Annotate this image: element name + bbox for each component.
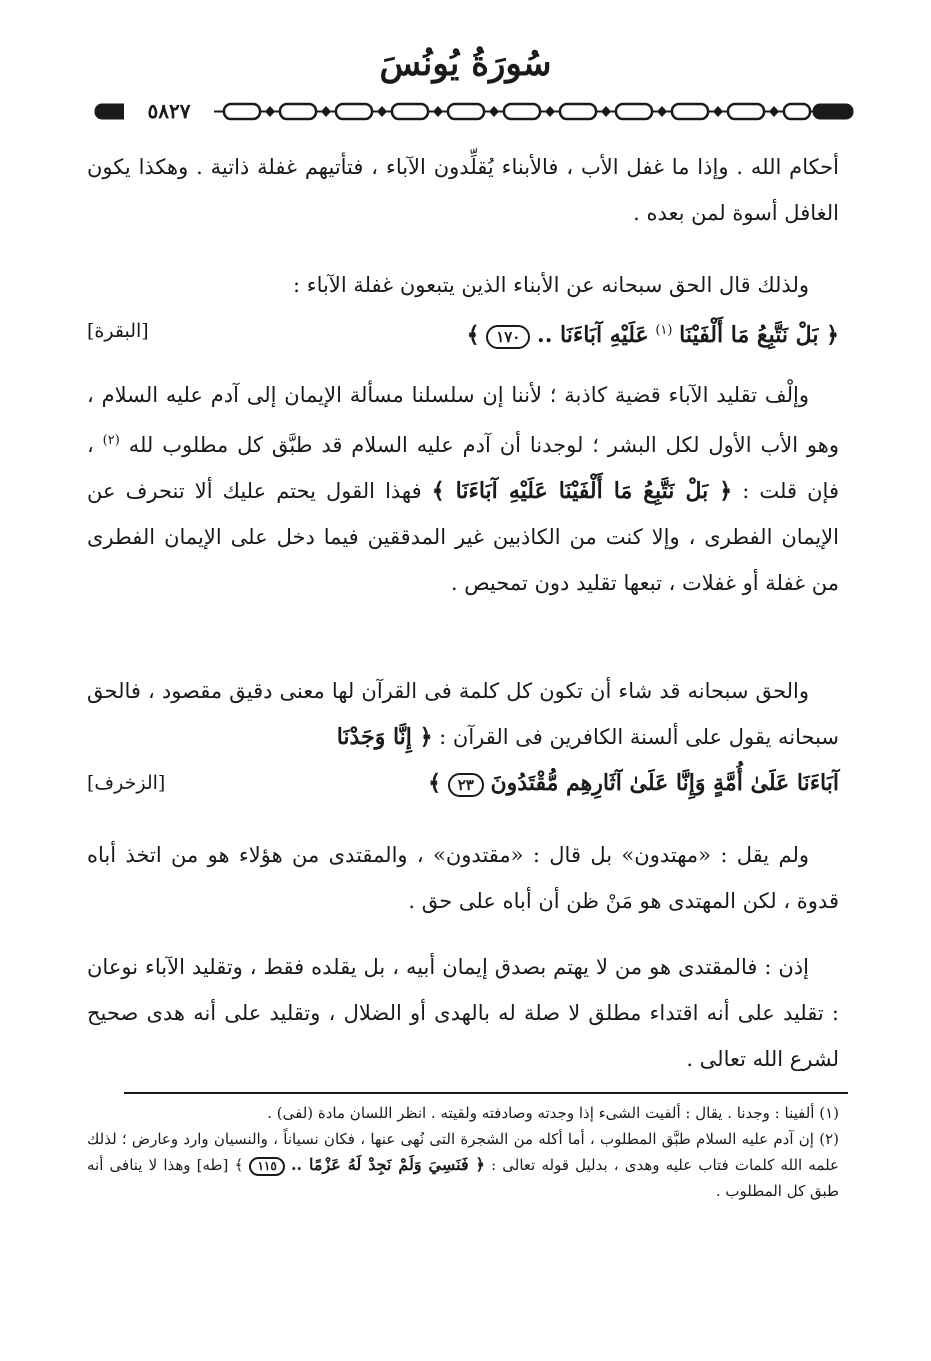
paragraph-6 <box>87 944 839 1082</box>
quote-zukhruf-part1: ﴿ إِنَّا وَجَدْنَا <box>336 724 433 750</box>
footnote-marker-1[interactable]: (١) <box>655 323 673 338</box>
footnote-2-close: ﴾ [طه] وهذا لا ينافى أنه طبق كل المطلوب . <box>87 1156 839 1200</box>
paragraph-1-text: أحكام الله . وإذا ما غفل الأب ، فالأبناء يُقلِّدون الآباء ، فتأتيهم غفلة ذاتية . وهكذا يكون الغافل أسوة لمن بعده . <box>87 155 839 225</box>
paragraph-2 <box>87 262 839 358</box>
paragraph-3-part1: وإلْف تقليد الآباء قضية كاذبة ؛ لأننا إن سلسلنا مسألة الإيمان إلى آدم عليه السلام ، وهو الأب الأول لكل البشر ؛ لوجدنا أن آدم عليه السلام قد طبَّق كل مطلوب لله <box>87 383 839 457</box>
paragraph-4-text <box>87 668 839 760</box>
surah-title: سُورَةُ يُونُسَ <box>379 44 552 84</box>
paragraph-1 <box>87 144 839 236</box>
paragraph-4-body: والحق سبحانه قد شاء أن تكون كل كلمة فى القرآن لها معنى دقيق مقصود ، فالحق سبحانه يقول على ألسنة الكافرين فى القرآن : <box>87 679 839 749</box>
paragraph-2-intro: ولذلك قال الحق سبحانه عن الأبناء الذين يتبعون غفلة الآباء : <box>292 273 809 297</box>
paragraph-4 <box>87 668 839 806</box>
quran-quote-zukhruf <box>87 760 839 806</box>
ayah-number-badge: ١٧٠ <box>486 325 530 349</box>
footnote-2 <box>87 1126 839 1204</box>
paragraph-3-text <box>87 372 839 606</box>
quote-text-part2: عَلَيْهِ آبَاءَنَا .. <box>537 322 649 348</box>
surah-reference-zukhruf: [الزخرف] <box>87 772 166 794</box>
footnote-2-quote: ﴿ فَنَسِيَ وَلَمْ نَجِدْ لَهُ عَزْمًا .. <box>290 1155 485 1174</box>
quote-close-bracket: ﴾ <box>466 322 480 348</box>
quran-quote-inline: ﴿ بَلْ نَتَّبِعُ مَا أَلْفَيْنَا عَلَيْهِ آبَاءَنَا ﴾ <box>431 478 733 504</box>
footnote-divider <box>124 1092 848 1094</box>
quran-quote-baqarah <box>87 308 839 358</box>
surah-reference-baqarah: [البقرة] <box>87 320 149 342</box>
footnote-2-text: (٢) إن آدم عليه السلام طبَّق المطلوب ، أما أكله من الشجرة التى نُهى عنها ، فكان نسياناً ، والنسيان وارد وعارض ؛ لذلك علمه الله كلمات فتاب عليه وهدى ، بدليل قوله تعالى : <box>87 1130 839 1174</box>
ayah-number-badge: ٢٣ <box>448 773 484 797</box>
paragraph-3-part3: فهذا القول يحتم عليك ألا تنحرف عن الإيمان الفطرى ، وإلا كنت من الكاذبين غير المدققين فيما دخل على الإيمان الفطرى من غفلة أو غفلات ، تبعها تقليد دون تمحيص . <box>87 479 839 595</box>
page-number: ٥٨٢٧ <box>124 96 214 126</box>
quote-zukhruf-part2: آبَاءَنَا عَلَىٰ أُمَّةٍ وَإِنَّا عَلَىٰ آثَارِهِم مُّقْتَدُونَ <box>490 770 839 796</box>
paragraph-6-text: إذن : فالمقتدى هو من لا يهتم بصدق إيمان أبيه ، بل يقلده فقط ، وتقليد الآباء نوعان : تقليد على أنه اقتداء مطلق لا صلة له بالهدى أو الضلال ، وتقليد على أنه هدى صحيح لشرع الله تعالى . <box>87 955 839 1071</box>
quote-text-part1: ﴿ بَلْ نَتَّبِعُ مَا أَلْفَيْنَا <box>679 322 839 348</box>
paragraph-3 <box>87 372 839 606</box>
paragraph-3-part2: ، فإن قلت : <box>87 433 839 503</box>
quote-close-bracket: ﴾ <box>428 770 441 796</box>
footnotes-section <box>87 1100 839 1204</box>
footnote-2-ayah-badge: ١١٥ <box>249 1157 284 1176</box>
paragraph-5 <box>87 832 839 924</box>
footnote-marker-2[interactable]: (٢) <box>102 433 120 448</box>
footnote-1: (١) ألفينا : وجدنا . يقال : ألفيت الشىء إذا وجدته وصادفته ولقيته . انظر اللسان مادة (لفى) . <box>267 1104 839 1122</box>
paragraph-5-text: ولم يقل : «مهتدون» بل قال : «مقتدون» ، والمقتدى من هؤلاء هو من اتخذ أباه قدوة ، لكن المهتدى هو مَنْ ظن أن أباه على حق . <box>87 843 839 913</box>
